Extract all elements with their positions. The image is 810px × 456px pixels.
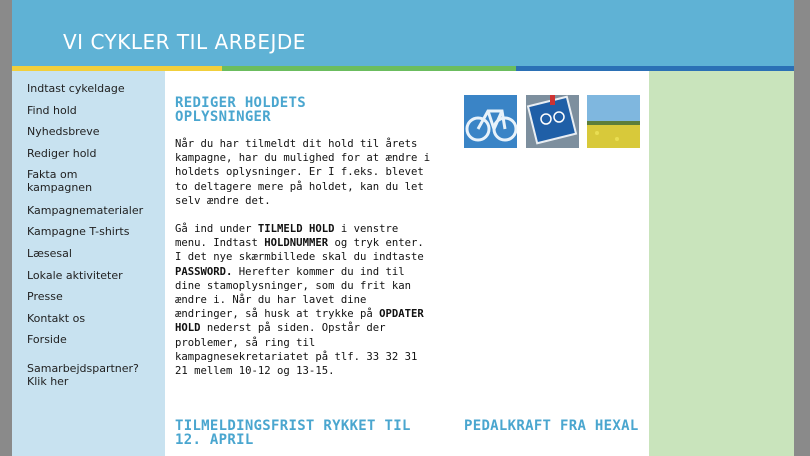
keyword-holdnummer: HOLDNUMMER [264, 237, 329, 250]
article-paragraph-2 [175, 222, 435, 378]
para2-text: Herefter kommer du ind til dine stamoplysninger, som du frit kan ændre i. Når du har lavet dine ændringer, så husk at trykke på [175, 265, 411, 321]
sidebar-item-lokale-aktiviteter[interactable]: Lokale aktiviteter [27, 269, 123, 282]
site-title: VI CYKLER TIL ARBEJDE [63, 30, 306, 54]
pedalkraft-heading: PEDALKRAFT FRA HEXAL [464, 418, 639, 434]
para2-text: nederst på siden. Opstår der problemer, så ring til kampagnesekretariatet på tlf. 33 32 31 21 mellem 10-12 og 13-15. [175, 322, 418, 378]
sidebar-item-fakta-om-kampagnen[interactable]: Fakta om kampagnen [27, 168, 93, 194]
sidebar-item-samarbejdspartner[interactable]: Samarbejdspartner? Klik her [27, 362, 139, 388]
sidebar-item-laesesal[interactable]: Læsesal [27, 247, 72, 260]
keyword-opdater-hold: OPDATER HOLD [175, 308, 424, 335]
bicycle-sign-icon [464, 95, 517, 148]
para2-text: og tryk enter. I det nye skærmbillede skal du indtaste [175, 237, 424, 264]
sidebar-nav [12, 71, 165, 456]
para2-text: i venstre menu. Indtast [175, 223, 399, 250]
browser-page [12, 0, 794, 456]
sidebar-item-presse[interactable]: Presse [27, 290, 63, 303]
deadline-heading: TILMELDINGSFRIST RYKKET TIL 12. APRIL [175, 418, 411, 448]
sidebar-item-rediger-hold[interactable]: Rediger hold [27, 147, 97, 160]
keyword-password: PASSWORD. [175, 265, 233, 278]
sidebar-item-kontakt-os[interactable]: Kontakt os [27, 312, 86, 325]
article-heading: REDIGER HOLDETS OPLYSNINGER [175, 95, 306, 125]
road-sign-icon [526, 95, 579, 148]
main-content [165, 71, 649, 456]
article-paragraph-1: Når du har tilmeldt dit hold til årets kampagne, har du mulighed for at ændre i holdets oplysninger. Er I f.eks. blevet to deltagere mere på holdet, kan du let selv ændre det. [175, 138, 431, 207]
right-column [649, 71, 794, 456]
sidebar-item-forside[interactable]: Forside [27, 333, 67, 346]
sidebar-item-kampagnematerialer[interactable]: Kampagnematerialer [27, 204, 144, 217]
field-landscape-icon [587, 95, 640, 148]
site-header [12, 0, 794, 66]
keyword-tilmeld-hold: TILMELD HOLD [257, 223, 335, 235]
sidebar-item-nyhedsbreve[interactable]: Nyhedsbreve [27, 125, 100, 138]
sidebar-item-kampagne-t-shirts[interactable]: Kampagne T-shirts [27, 225, 130, 238]
sidebar-item-find-hold[interactable]: Find hold [27, 104, 77, 117]
para2-text: Gå ind under [175, 223, 258, 235]
sidebar-item-indtast-cykeldage[interactable]: Indtast cykeldage [27, 82, 125, 95]
